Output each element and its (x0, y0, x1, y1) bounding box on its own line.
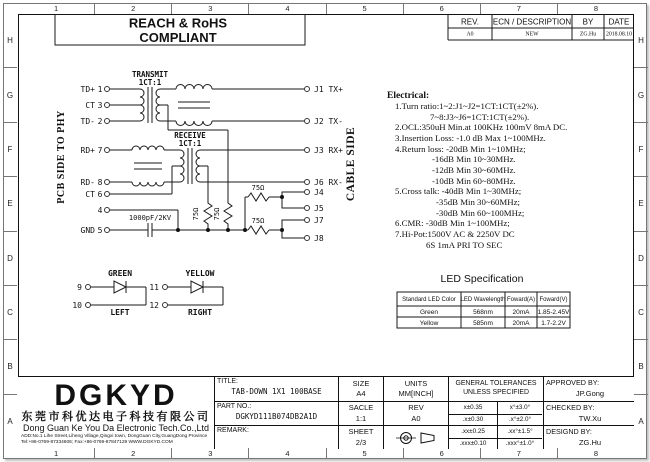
sheet-label: SHEET (348, 427, 374, 436)
by-header: BY (582, 17, 594, 27)
led-spec-header: Foward(A) (506, 297, 536, 303)
company-address: ADD:No.1 Lihe Street,Liheng Village,Qingxi town, DongGuan City,GuangDong Province (21, 433, 208, 439)
pin-name: CT (85, 190, 95, 199)
pin-number: 8 (97, 178, 103, 187)
pin-number: 12 (149, 301, 159, 310)
tolerance-value: .x±0.30 (449, 414, 497, 426)
yellow-led-label: YELLOW (185, 269, 215, 278)
yellow-led-diode-icon (191, 281, 203, 293)
transmit-ratio-label: 1CT:1 (138, 78, 162, 87)
pin-number: 2 (97, 117, 103, 126)
grid-rows-left (3, 14, 17, 448)
j-pin-label: J2 TX- (314, 117, 343, 126)
electrical-line: 4.Return loss: -20dB Min 1~10MHz; (395, 144, 526, 154)
resistor-label: 75Ω (213, 207, 221, 221)
grid-rows-right (634, 14, 648, 448)
led-spec-header: Foward(V) (539, 297, 568, 303)
electrical-line: -16dB Min 10~30MHz. (432, 154, 516, 164)
led-spec-title: LED Specification (440, 273, 524, 285)
j-pin-label: J1 TX+ (314, 85, 343, 94)
company-name-cn: 东莞市科优达电子科技有限公司 (21, 410, 211, 423)
by-value: ZG.Hu (579, 31, 597, 38)
tolerance-value: .xx°±1.5° (497, 426, 542, 438)
electrical-line: 6.CMR: -30dB Min 1~100MHz; (395, 218, 510, 228)
company-block (18, 377, 214, 449)
size-value: A4 (356, 389, 366, 398)
title-block (18, 376, 634, 448)
grid-row-label: G (634, 68, 648, 122)
grid-row-label: B (3, 340, 17, 394)
grid-col-label: 4 (249, 448, 326, 459)
units-value: MM[INCH] (398, 389, 434, 398)
tolerance-value: .xxx±0.10 (449, 438, 497, 450)
resistor-horizontal-2 (248, 226, 269, 234)
tolerance-header-1: GENERAL TOLERANCES (455, 380, 537, 388)
led-green-circuit (72, 269, 146, 317)
units-label: UNITS (404, 378, 428, 388)
remark-label: REMARK: (217, 427, 249, 434)
phy-pins (81, 85, 110, 235)
electrical-line: -30dB Min 60~100MHz; (436, 208, 525, 218)
green-led-label: GREEN (107, 269, 133, 278)
tolerance-value: .xxx°±1.0° (497, 438, 542, 450)
electrical-line: 7.Hi-Pot:1500V AC & 2250V DC (395, 229, 515, 239)
tolerance-value: .x°±2.0° (497, 414, 542, 426)
grid-col-label: 6 (404, 448, 481, 459)
led-spec-cell: 585nm (473, 320, 493, 327)
electrical-line: 5.Cross talk: -40dB Min 1~30MHz; (395, 186, 522, 196)
electrical-notes (387, 91, 567, 250)
electrical-line: 2.OCL:350uH Min.at 100KHz 100mV 8mA DC. (395, 122, 568, 132)
grid-row-label: F (3, 123, 17, 177)
grid-col-label: 5 (327, 3, 404, 14)
part-no-label: PART NO.: (217, 403, 252, 410)
designed-by-label: DESIGND BY: (546, 427, 592, 436)
tolerance-value: .xx±0.25 (461, 428, 485, 436)
pin-number: 4 (97, 206, 103, 215)
led-spec-cell: 1.85-2.45V (537, 309, 570, 316)
electrical-line: -10dB Min 60~80MHz. (432, 176, 516, 186)
cable-side-label: CABLE SIDE (345, 126, 357, 202)
grid-row-label: E (3, 177, 17, 231)
j-pin-label: J6 RX- (314, 178, 343, 187)
grid-row-label: G (3, 68, 17, 122)
grid-col-label: 1 (18, 448, 95, 459)
grid-row-label: E (634, 177, 648, 231)
led-spec-cell: 1.7-2.2V (541, 320, 566, 327)
pin-number: 6 (97, 190, 103, 199)
pcb-side-label: PCB SIDE TO PHY (56, 110, 67, 204)
grid-col-label: 8 (593, 449, 599, 458)
j-pin-label: J7 (314, 216, 324, 225)
compliance-line2: COMPLIANT (139, 30, 217, 45)
grid-row-label: C (3, 286, 17, 340)
size-label: SIZE (352, 378, 370, 388)
electrical-line: 6S 1mA PRI TO SEC (426, 240, 503, 250)
grid-col-label: 3 (172, 3, 249, 14)
electrical-line: -12dB Min 30~60MHz. (432, 165, 516, 175)
approved-by-label: APPROVED BY: (546, 378, 600, 387)
checked-by-value: TW.Xu (578, 414, 602, 423)
resistor-label: 75Ω (251, 217, 265, 225)
tolerance-header-2: UNLESS SPECIFIED (463, 389, 529, 396)
grid-row-label: A (7, 416, 13, 426)
led-spec (397, 273, 570, 328)
grid-row-label: H (3, 14, 17, 68)
led-spec-cell: 20mA (512, 320, 530, 327)
designed-by-value: ZG.Hu (578, 438, 602, 447)
pin-name: RD- (80, 178, 95, 187)
pin-name: TD- (80, 117, 95, 126)
pin-number: 11 (149, 283, 159, 292)
green-led-position: LEFT (110, 308, 130, 317)
led-spec-cell: 568nm (473, 309, 493, 316)
projection-symbol-icon (394, 430, 438, 446)
checked-by-label: CHECKED BY: (546, 403, 595, 412)
grid-col-label: 2 (95, 448, 172, 459)
grid-col-label: 8 (593, 4, 599, 13)
termination-network (110, 184, 305, 238)
green-led-diode-icon (114, 281, 126, 293)
company-logo: DGKYD (54, 378, 178, 412)
tolerance-value: x±0.35 (463, 404, 483, 412)
electrical-line: 7~8:J3~J6=1CT:1CT(±2%). (430, 112, 530, 122)
cable-pins (305, 85, 344, 243)
pin-number: 3 (97, 101, 103, 110)
company-name-en: Dong Guan Ke You Da Electronic Tech.Co.,Ltd (23, 422, 209, 433)
rev-header: REV. (461, 17, 479, 27)
approved-by-value: JP.Gong (575, 389, 605, 398)
grid-col-label: 6 (404, 3, 481, 14)
grid-col-label: 2 (95, 3, 172, 14)
led-spec-cell: Green (419, 309, 439, 316)
ecn-header: ECN / DESCRIPTION (492, 17, 572, 27)
led-spec-header: Standard LED Color (402, 297, 456, 303)
j-pin-label: J4 (314, 188, 324, 197)
grid-col-label: 7 (481, 3, 558, 14)
electrical-title: Electrical: (387, 91, 430, 101)
led-spec-cell: 20mA (512, 309, 530, 316)
pin-number: 1 (97, 85, 103, 94)
schematic-canvas (18, 14, 634, 376)
date-header: DATE (608, 17, 630, 27)
title-value: TAB-DOWN 1X1 100BASE (231, 387, 322, 396)
receive-ratio-label: 1CT:1 (178, 139, 202, 148)
resistor-label: 75Ω (251, 184, 265, 192)
electrical-line: -35dB Min 30~60MHz; (436, 197, 520, 207)
pin-name: RD+ (80, 146, 95, 155)
receive-label: RECEIVE (174, 131, 206, 140)
rev-label: REV (408, 403, 424, 412)
grid-row-label: C (634, 286, 648, 340)
pin-number: 10 (72, 301, 82, 310)
resistor-label: 75Ω (192, 207, 200, 221)
led-yellow-circuit (149, 269, 223, 317)
part-no-value: DGKYD111B074DB2A1D (235, 412, 318, 421)
pin-name: CT (85, 101, 95, 110)
yellow-led-position: RIGHT (187, 308, 213, 317)
compliance-box (55, 14, 305, 45)
company-contact: Tel:+86-0769-87334606; Fax:+86-0769-87847129 WWW.DGKYD.COM (21, 439, 173, 445)
led-spec-header: LED Wavelength (460, 297, 506, 303)
pin-name: GND (80, 226, 95, 235)
resistor-horizontal-1 (248, 193, 269, 201)
grid-col-label: 1 (18, 3, 95, 14)
scale-value: 1:1 (355, 413, 367, 423)
grid-row-label: B (634, 340, 648, 394)
resistor-vertical-1 (204, 199, 212, 230)
grid-row-label: D (634, 232, 648, 286)
grid-row-label: F (634, 123, 648, 177)
electrical-line: 1.Turn ratio:1~2:J1~J2=1CT:1CT(±2%). (395, 101, 539, 111)
grid-col-label: 3 (172, 448, 249, 459)
pin-number: 9 (77, 283, 82, 292)
grid-columns-bottom (18, 448, 634, 459)
j-pin-label: J5 (314, 204, 324, 213)
rev-value: A0 (411, 413, 421, 423)
pin-number: 5 (97, 226, 103, 235)
transmit-transformer (110, 70, 305, 199)
pin-number: 7 (97, 146, 103, 155)
grid-row-label: D (3, 232, 17, 286)
j-pin-label: J3 RX+ (314, 146, 343, 155)
receive-transformer (110, 131, 305, 199)
date-value: 2018.08.10 (605, 31, 633, 38)
electrical-line: 3.Insertion Loss: -1.0 dB Max 1~100MHz. (395, 133, 546, 143)
pin-name: TD+ (80, 85, 95, 94)
rev-value: A0 (466, 31, 474, 38)
j-pin-label: J8 (314, 234, 324, 243)
scale-label: SACLE (348, 403, 374, 412)
grid-col-label: 4 (249, 3, 326, 14)
resistor-vertical-2 (224, 199, 232, 230)
capacitor-label: 1000pF/2KV (128, 214, 172, 222)
grid-row-label: H (634, 14, 648, 68)
transmit-label: TRANSMIT (131, 70, 169, 79)
revision-table (448, 14, 634, 40)
grid-col-label: 7 (481, 448, 558, 459)
ecn-value: NEW (525, 31, 539, 38)
title-label: TITLE: (217, 378, 239, 385)
grid-col-label: 5 (327, 448, 404, 459)
grid-row-label: A (638, 416, 644, 426)
led-spec-cell: Yellow (419, 320, 439, 327)
compliance-line1: REACH & RoHS (128, 15, 228, 31)
tolerance-value: x°±3.0° (497, 402, 542, 414)
grid-columns-top (18, 3, 634, 14)
sheet-value: 2/3 (355, 437, 367, 447)
